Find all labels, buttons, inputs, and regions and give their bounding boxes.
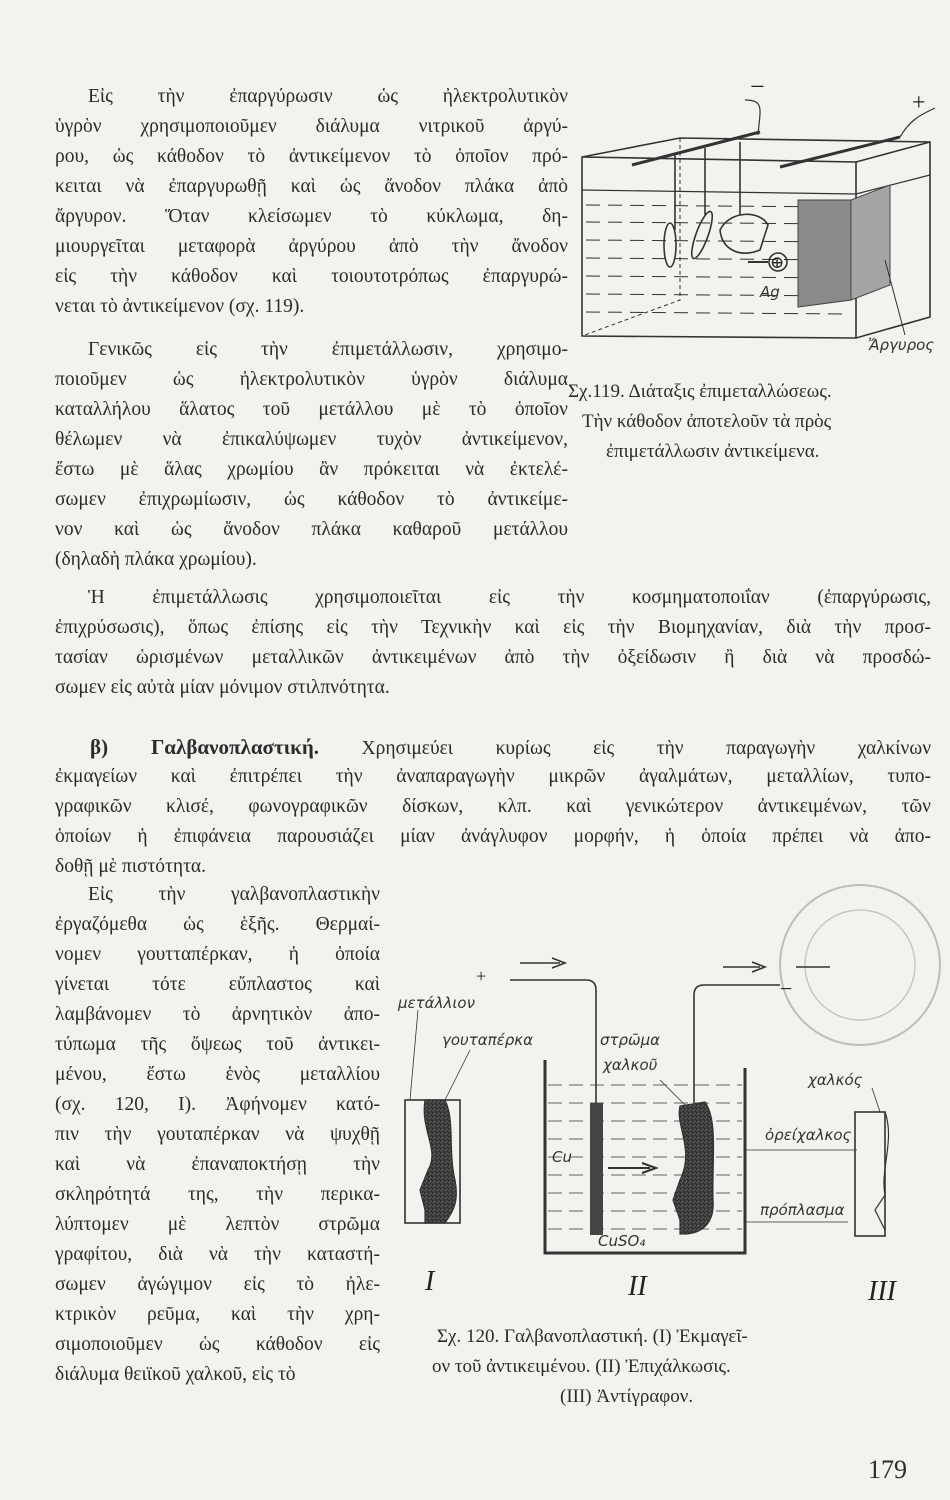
text-line: μένου, ἔστω ἑνὸς μεταλλίου — [55, 1064, 380, 1085]
text-line: σιμοποιοῦμεν ὡς κάθοδον εἰς — [55, 1334, 380, 1355]
text-line: Εἰς τὴν ἐπαργύρωσιν ὡς ἠλεκτρολυτικὸν — [88, 86, 568, 107]
text-line: νομεν γουτταπέρκαν, ἡ ὁποία — [55, 944, 380, 965]
text-line: ὁποίων ἡ ἐπιφάνεια παρουσιάζει μίαν ἀνάγλυφον μορφήν, ἡ ὁποία πρέπει νὰ ἀπο- — [55, 826, 931, 847]
fig120-label-2: II — [628, 1271, 647, 1302]
text-line: σωμεν εἰς αὐτὰ μίαν μόνιμον στιλπνότητα. — [55, 677, 390, 698]
fig120-label-1: I — [425, 1266, 435, 1297]
text-line: κειται νὰ ἐπαργυρωθῇ καὶ ὡς ἄνοδον πλάκα ἀπὸ — [55, 176, 568, 197]
fig119-label-plus: + — [912, 90, 926, 116]
fig120-label-medal: μετάλλιον — [398, 994, 475, 1012]
text-line: λύπτομεν μὲ λεπτὸν στρῶμα — [55, 1214, 380, 1235]
text-line: πιν τὴν γουταπέρκαν νὰ ψυχθῇ — [55, 1124, 380, 1145]
fig119-caption-2: Τὴν κάθοδον ἀποτελοῦν τὰ πρὸς — [582, 411, 832, 432]
text-line: ἔστω μὲ ἅλας χρωμίου ἂν πρόκειται νὰ ἐκτελέ- — [55, 459, 568, 480]
fig120-label-plus: + — [476, 966, 487, 986]
fig120-label-mold: πρόπλασμα — [760, 1201, 845, 1219]
text-line: σκληρότητά της, τὴν περικα- — [55, 1184, 380, 1205]
page-number: 179 — [868, 1455, 907, 1484]
text-line: ἐκμαγείων καὶ ἐπιτρέπει τὴν ἀναπαραγωγὴν μικρῶν ἀγαλμάτων, μεταλλίων, τυπο- — [55, 766, 931, 787]
text-line: ἐπιχρύσωσις), ὅπως ἐπίσης εἰς τὴν Τεχνικὴν καὶ εἰς τὴν Βιομηχανίαν, διὰ τὴν προσ- — [55, 617, 931, 638]
text-line: ἄργυρον. Ὅταν κλείσωμεν τὸ κύκλωμα, δη- — [55, 206, 568, 227]
fig120-label-copper-layer-1: στρῶμα — [600, 1031, 661, 1049]
text-line: καταλλήλου ἅλατος τοῦ μετάλλου μὲ τὸ ὁποῖον — [55, 399, 568, 420]
text-line: γραφικῶν κλισέ, φωνογραφικῶν δίσκων, κλπ. καὶ γενικώτερον ἀντικειμένων, τῶν — [55, 796, 931, 817]
fig120-caption-3: (III) Ἀντίγραφον. — [560, 1386, 694, 1407]
fig120-label-cu: Cu — [552, 1148, 572, 1166]
fig120-caption-2: ον τοῦ ἀντικειμένου. (II) Ἐπιχάλκωσις. — [432, 1356, 731, 1377]
section-heading: β) Γαλβανοπλαστική. — [90, 735, 320, 759]
text-line: κτρικὸν ρεῦμα, καὶ τὴν χρη- — [55, 1304, 380, 1325]
text-line: ποιοῦμεν ὡς ἠλεκτρολυτικὸν ὑγρὸν διάλυμα — [55, 369, 568, 390]
text-line: τύπωμα τῆς ὄψεως τοῦ ἀντικει- — [55, 1034, 380, 1055]
fig120-label-3: III — [868, 1276, 896, 1307]
text-line: (σχ. 120, I). Ἀφήνομεν κατό- — [55, 1094, 380, 1115]
text-line: ὑγρὸν χρησιμοποιοῦμεν διάλυμα νιτρικοῦ ἀργύ- — [55, 116, 568, 137]
text-line: καὶ νὰ ἐπαναποκτήσῃ τὴν — [55, 1154, 380, 1175]
fig119-caption-1: Σχ.119. Διάταξις ἐπιμεταλλώσεως. — [568, 381, 832, 402]
text-line: νον καὶ ὡς ἄνοδον πλάκα καθαροῦ μετάλλου — [55, 519, 568, 540]
fig119-caption-3: ἐπιμετάλλωσιν ἀντικείμενα. — [606, 441, 820, 462]
fig120-label-copper-layer-2: χαλκοῦ — [603, 1056, 658, 1074]
fig119-label-minus: − — [750, 72, 765, 101]
fig119-label-ion: ⊕ — [770, 253, 785, 272]
text-line: λαμβάνομεν τὸ ἀρνητικὸν ἀπο- — [55, 1004, 380, 1025]
text-line: νεται τὸ ἀντικείμενον (σχ. 119). — [55, 296, 305, 317]
text-line: Γενικῶς εἰς τὴν ἐπιμετάλλωσιν, χρησιμο- — [88, 339, 568, 360]
text-line: τασίαν ὡρισμένων μεταλλικῶν ἀντικειμένων ἀπὸ τὴν ὀξείδωσιν ἢ διὰ νὰ προσδώ- — [55, 647, 931, 668]
text-line: θέλωμεν νὰ ἐπικαλύψωμεν τυχὸν ἀντικείμενον, — [55, 429, 568, 450]
text-line: (δηλαδὴ πλάκα χρωμίου). — [55, 549, 257, 570]
fig119-label-ag: Ag — [760, 283, 780, 301]
fig120-label-copper: χαλκός — [808, 1071, 863, 1089]
text-line: γίνεται τότε εὔπλαστος καὶ — [55, 974, 380, 995]
fig119-label-anode: Ἄργυρος — [868, 336, 935, 354]
text-line: ρου, ὡς κάθοδον τὸ ἀντικείμενον τὸ ὁποῖον πρό- — [55, 146, 568, 167]
fig120-label-guttapercha: γουταπέρκα — [442, 1031, 534, 1049]
fig120-label-cuso4: CuSO₄ — [598, 1232, 646, 1250]
fig120-label-brass: ὀρείχαλκος — [765, 1126, 852, 1144]
text-line: Εἰς τὴν γαλβανοπλαστικὴν — [88, 884, 380, 905]
text-line: σωμεν ἐπιχρωμίωσιν, ὡς κάθοδον τὸ ἀντικείμε- — [55, 489, 568, 510]
text-line: διάλυμα θειϊκοῦ χαλκοῦ, εἰς τὸ — [55, 1364, 296, 1385]
text-line: σωμεν ἀγώγιμον εἰς τὸ ἠλε- — [55, 1274, 380, 1295]
heading-line-text: Χρησιμεύει κυρίως εἰς τὴν παραγωγὴν χαλκίνων — [361, 738, 932, 759]
text-line: γραφίτου, διὰ νὰ τὴν καταστή- — [55, 1244, 380, 1265]
fig120-label-minus: − — [780, 976, 793, 1001]
text-line: ἐργαζόμεθα ὡς ἑξῆς. Θερμαί- — [55, 914, 380, 935]
text-line: μιουργεῖται μεταφορὰ ἀργύρου ἀπὸ τὴν ἄνοδον — [55, 236, 568, 257]
text-line: εἰς τὴν κάθοδον καὶ τοιουτοτρόπως ἐπαργυρώ- — [55, 266, 568, 287]
text-line: δοθῇ μὲ πιστότητα. — [55, 856, 207, 877]
fig120-caption-1: Σχ. 120. Γαλβανοπλαστική. (I) Ἐκμαγεῖ- — [437, 1326, 748, 1347]
text-line: Ἡ ἐπιμετάλλωσις χρησιμοποιεῖται εἰς τὴν κοσμηματοποιΐαν (ἐπαργύρωσις, — [88, 587, 931, 608]
